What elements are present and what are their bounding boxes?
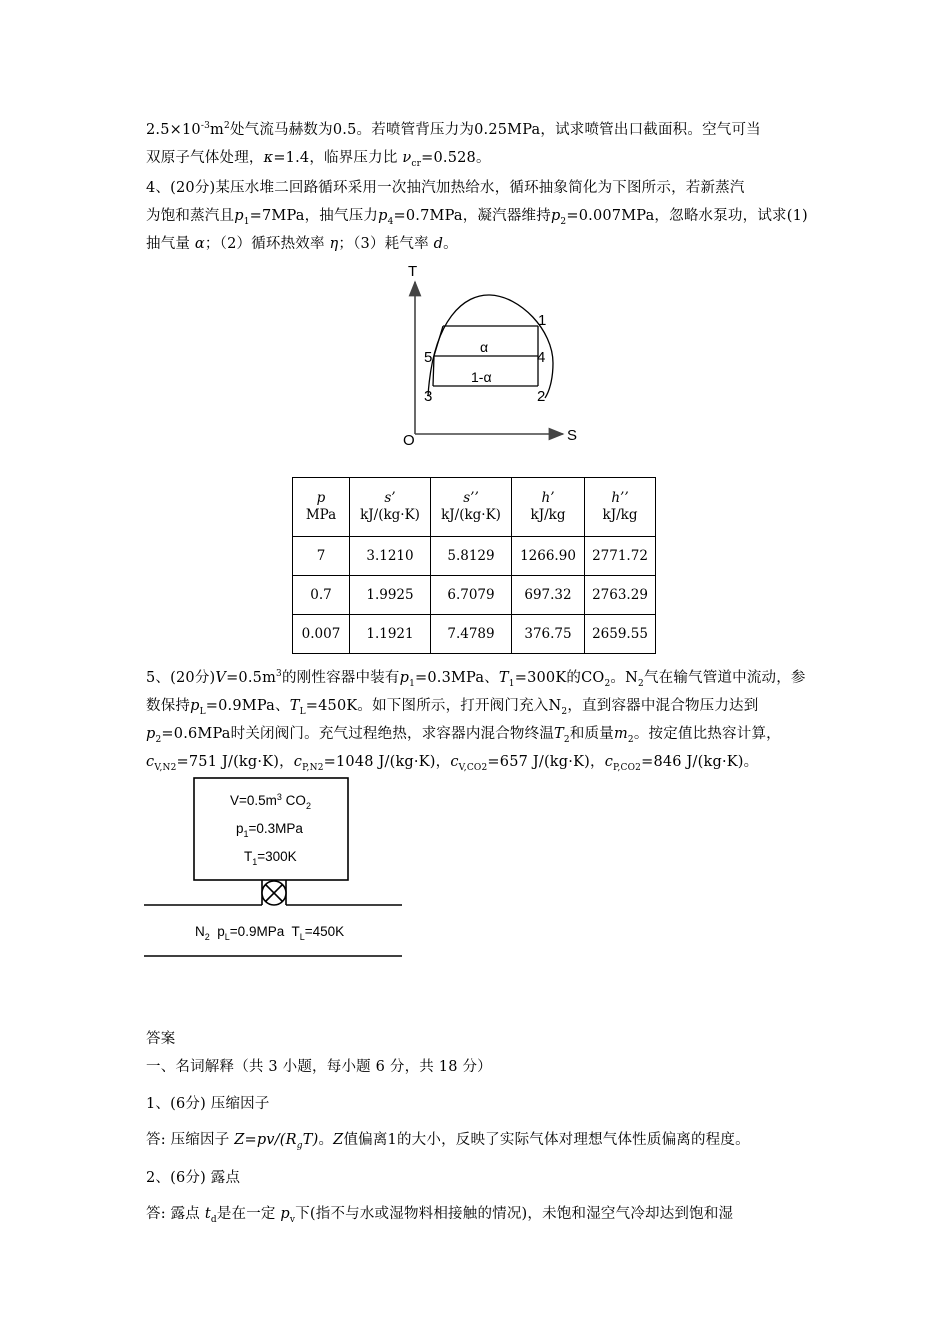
- table-row: 0.7 1.9925 6.7079 697.32 2763.29: [293, 576, 656, 615]
- ts-diagram: [395, 258, 595, 448]
- heating-line: [434, 326, 443, 356]
- header-h2: h’’ kJ/kg: [585, 478, 656, 537]
- vessel-diagram: [140, 775, 410, 965]
- point-1: 1: [538, 312, 547, 329]
- header-s1: s’ kJ/(kg·K): [350, 478, 431, 537]
- answer-2-body: 答: 露点 $t_d$是在一定 $p_v$下(指不与水或湿物料相接触的情况)，未饱和湿空气冷却达到饱和湿: [146, 1206, 734, 1225]
- point-2: 2: [537, 388, 546, 405]
- table-header-row: [293, 478, 656, 537]
- point-5: 5: [424, 349, 433, 366]
- table-row: 7 3.1210 5.8129 1266.90 2771.72: [293, 537, 656, 576]
- header-p: p MPa: [293, 478, 350, 537]
- header-s2: s’’ kJ/(kg·K): [431, 478, 512, 537]
- header-h1: h’ kJ/kg: [512, 478, 585, 537]
- property-table: [292, 477, 656, 654]
- valve-icon: [262, 881, 286, 905]
- q3-continuation: $2.5\times 10^{-3}m^2$处气流马赫数为0.5。若喷管背压力为0.25MPa，试求喷管出口截面积。空气可当 双原子气体处理，κ=1.4，临界压力比 $\nu_{cr}=0.528$。: [146, 121, 761, 169]
- s-axis-label: S: [567, 427, 578, 444]
- vessel-line-3: $T_1=300K$: [244, 849, 297, 867]
- answers-heading: 答案 一、名词解释（共 3 小题，每小题 6 分，共 18 分）: [146, 1031, 492, 1075]
- origin-label: O: [403, 432, 415, 448]
- pipe-label: $N_2$ $p_L=0.9MPa$ $T_L=450K$: [195, 924, 345, 942]
- vessel-line-1: $V=0.5m^3$ $CO_2$: [230, 792, 311, 811]
- question-4: 4、(20分)某压水堆二回路循环采用一次抽汽加热给水，循环抽象简化为下图所示，若新蒸汽 为饱和蒸汽且$p_1=7MPa$，抽气压力$p_4=0.7MPa$，凝汽器维持$p_2=0.007MPa$，忽略水泵功，试求(1) 抽气量 α；（2）循环热效率 η；（3）耗气率 d。: [146, 180, 808, 252]
- answer-1-body: 答: 压缩因子 $Z=pv/(R_gT)$。Z值偏离1的大小，反映了实际气体对理想气体性质偏离的程度。: [146, 1132, 750, 1151]
- answer-1-title: 1、(6分) 压缩因子: [146, 1096, 270, 1112]
- point-3: 3: [424, 388, 433, 405]
- t-axis-label: T: [408, 263, 418, 280]
- answer-2-title: 2、(6分) 露点: [146, 1170, 241, 1186]
- table-row: 0.007 1.1921 7.4789 376.75 2659.55: [293, 615, 656, 654]
- vessel-line-2: $p_1=0.3MPa$: [236, 821, 303, 839]
- question-5: 5、(20分)$V=0.5m^3$的刚性容器中装有$p_1=0.3MPa$、$T_1=300K$的$CO_2$。$N_2$气在输气管道中流动，参 数保持$p_L=0.9MPa$、$T_L=450K$。如下图所示，打开阀门充入$N_2$，直到容器中混合物压力达到 $p_2=0.6MPa$时关闭阀门。充气过程绝热，求容器内混合物终温$T_2$和质量$m_2$。按定值比热容计算， $c_{V,N2}=751$ J/(kg·K)，$c_{P,N2}=1048$ J/(kg·K)，$c_{V,CO2}=657$ J/(kg·K)，$c_{P,CO2}=846$ J/(kg·K)。: [146, 669, 806, 773]
- alpha-label: α: [480, 339, 489, 355]
- one-minus-alpha-label: 1-α: [471, 369, 492, 385]
- point-4: 4: [537, 349, 546, 366]
